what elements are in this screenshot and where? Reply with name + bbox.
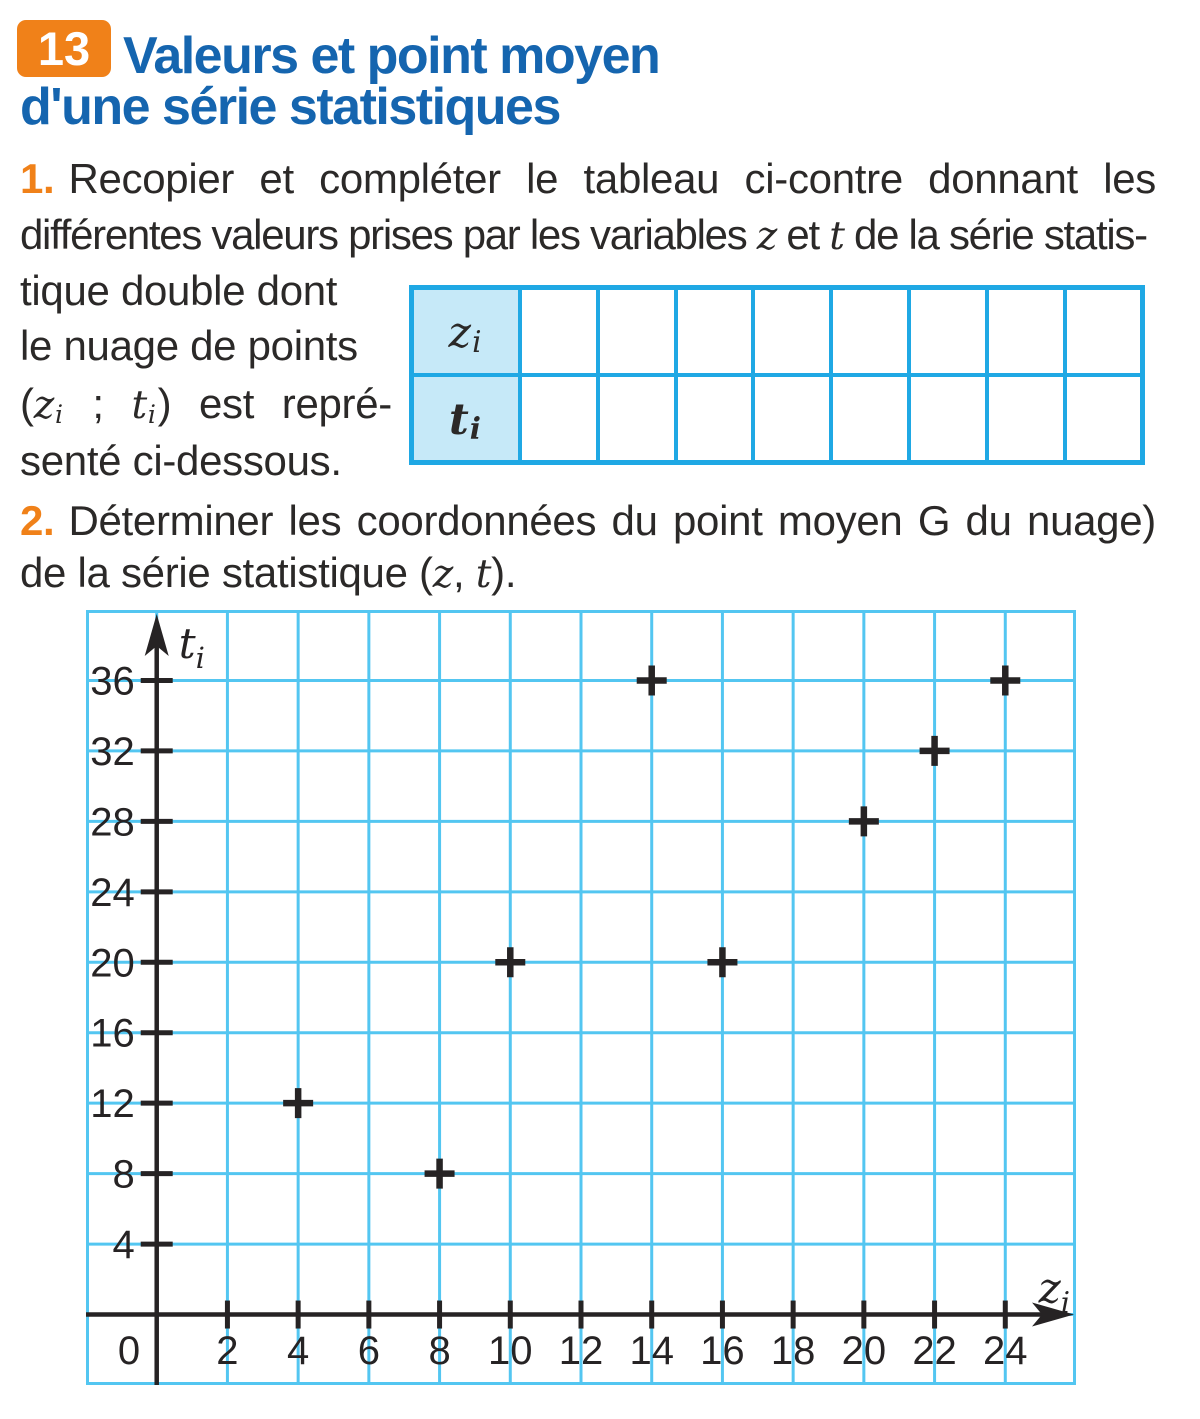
empty-value-cell: [909, 288, 987, 376]
question1-line-6: [20, 437, 392, 484]
text-run: le nuage de points: [20, 322, 358, 369]
y-tick-label: 20: [90, 941, 135, 986]
math-symbol: t: [131, 383, 147, 428]
text-run: de la série statistique (: [20, 549, 433, 596]
question1-text: [20, 211, 1147, 258]
math-symbol: t: [829, 214, 844, 259]
question1-line-5: [20, 380, 392, 429]
text-run: tique double dont: [20, 267, 338, 314]
math-symbol: t: [449, 394, 469, 445]
empty-value-cell: [909, 375, 987, 463]
x-tick-label: 20: [841, 1329, 887, 1373]
y-tick-label: 36: [90, 659, 135, 704]
question2-number: 2.: [20, 497, 55, 544]
empty-value-cell: [831, 375, 909, 463]
x-tick-label: 14: [629, 1329, 674, 1373]
empty-value-cell: [753, 288, 831, 376]
question1-line-4: [20, 322, 392, 369]
y-tick-label: 16: [90, 1011, 135, 1056]
empty-value-cell: [676, 288, 754, 376]
exercise-number-badge: 13: [17, 20, 111, 77]
x-tick-label: 8: [428, 1329, 451, 1373]
question1-line-2: [20, 211, 1156, 259]
question1-text: [20, 437, 342, 484]
question1-number: 1.: [20, 155, 55, 202]
question1-text: [20, 322, 358, 369]
y-tick-label: 4: [112, 1223, 135, 1268]
x-tick-label: 4: [287, 1329, 310, 1373]
question2-text: [20, 549, 516, 596]
table-row: [412, 288, 1143, 376]
text-run: de la série statis-: [843, 211, 1147, 258]
origin-label: 0: [117, 1329, 141, 1373]
question1-text: [68, 155, 1156, 202]
y-tick-label: 8: [112, 1152, 135, 1197]
data-point: [707, 947, 737, 977]
math-symbol: z: [448, 307, 472, 358]
text-run: différentes valeurs prises par les variables: [20, 211, 757, 258]
text-run: (: [20, 380, 34, 427]
data-point: [283, 1088, 313, 1118]
y-tick-label: 24: [90, 870, 135, 915]
table-row: [412, 375, 1143, 463]
text-run: ).: [491, 549, 517, 596]
y-tick-label: 32: [90, 729, 135, 774]
row-header-cell: [412, 288, 521, 376]
x-tick-label: 16: [700, 1329, 745, 1373]
x-tick-label: 6: [357, 1329, 380, 1373]
math-symbol: z: [432, 552, 453, 597]
text-run: ;: [64, 380, 132, 427]
x-tick-label: 22: [912, 1329, 957, 1373]
data-point: [495, 947, 525, 977]
question1-text: [20, 380, 392, 427]
data-point: [920, 736, 950, 766]
question2-line-2: [20, 549, 1156, 597]
data-point: [637, 665, 667, 695]
question1-text: [20, 267, 337, 314]
empty-value-cell: [987, 375, 1065, 463]
text-run: et: [776, 211, 830, 258]
data-point: [425, 1159, 455, 1189]
x-tick-label: 2: [216, 1329, 239, 1373]
x-tick-label: 18: [770, 1329, 816, 1373]
question1-line-1: [20, 155, 1156, 202]
data-point: [849, 806, 879, 836]
math-symbol: i: [472, 325, 482, 360]
empty-value-cell: [520, 375, 598, 463]
math-symbol: i: [147, 399, 156, 429]
text-run: ) est repré-: [157, 380, 392, 427]
math-symbol: i: [54, 399, 63, 429]
empty-value-cell: [1065, 288, 1143, 376]
x-axis-label: $z_i$: [1038, 1263, 1070, 1320]
text-run: Déterminer les coordonnées du point moyen G du nuage): [68, 497, 1156, 544]
empty-value-cell: [520, 288, 598, 376]
math-symbol: z: [33, 383, 54, 428]
empty-value-cell: [753, 375, 831, 463]
exercise-title-line-2: d'une série statistiques: [20, 78, 560, 136]
math-symbol: z: [756, 214, 777, 259]
empty-value-cell: [676, 375, 754, 463]
x-tick-label: 10: [488, 1329, 533, 1373]
empty-value-cell: [987, 288, 1065, 376]
row-header-cell: [412, 375, 521, 463]
y-tick-label: 28: [90, 800, 135, 845]
empty-value-cell: [598, 288, 676, 376]
x-tick-label: 12: [558, 1329, 604, 1373]
exercise-title-line-1: Valeurs et point moyen: [123, 27, 660, 85]
empty-value-cell: [831, 288, 909, 376]
question2-text: [68, 497, 1156, 544]
question1-line-3: [20, 267, 392, 314]
empty-value-cell: [1065, 375, 1143, 463]
x-tick-label: 24: [983, 1329, 1028, 1373]
scatter-plot: [86, 610, 1076, 1385]
data-point: [990, 665, 1020, 695]
math-symbol: t: [475, 552, 492, 597]
text-run: Recopier et compléter le tableau ci-contre donnant les: [68, 155, 1156, 202]
y-axis-label: $t_i$: [178, 619, 205, 675]
text-run: senté ci-dessous.: [20, 437, 342, 484]
values-table: [409, 285, 1145, 465]
values-table-body: [412, 288, 1143, 463]
empty-value-cell: [598, 375, 676, 463]
question2-line-1: [20, 497, 1156, 544]
math-symbol: i: [469, 411, 481, 447]
y-tick-label: 12: [90, 1082, 135, 1127]
text-run: ,: [453, 549, 476, 596]
